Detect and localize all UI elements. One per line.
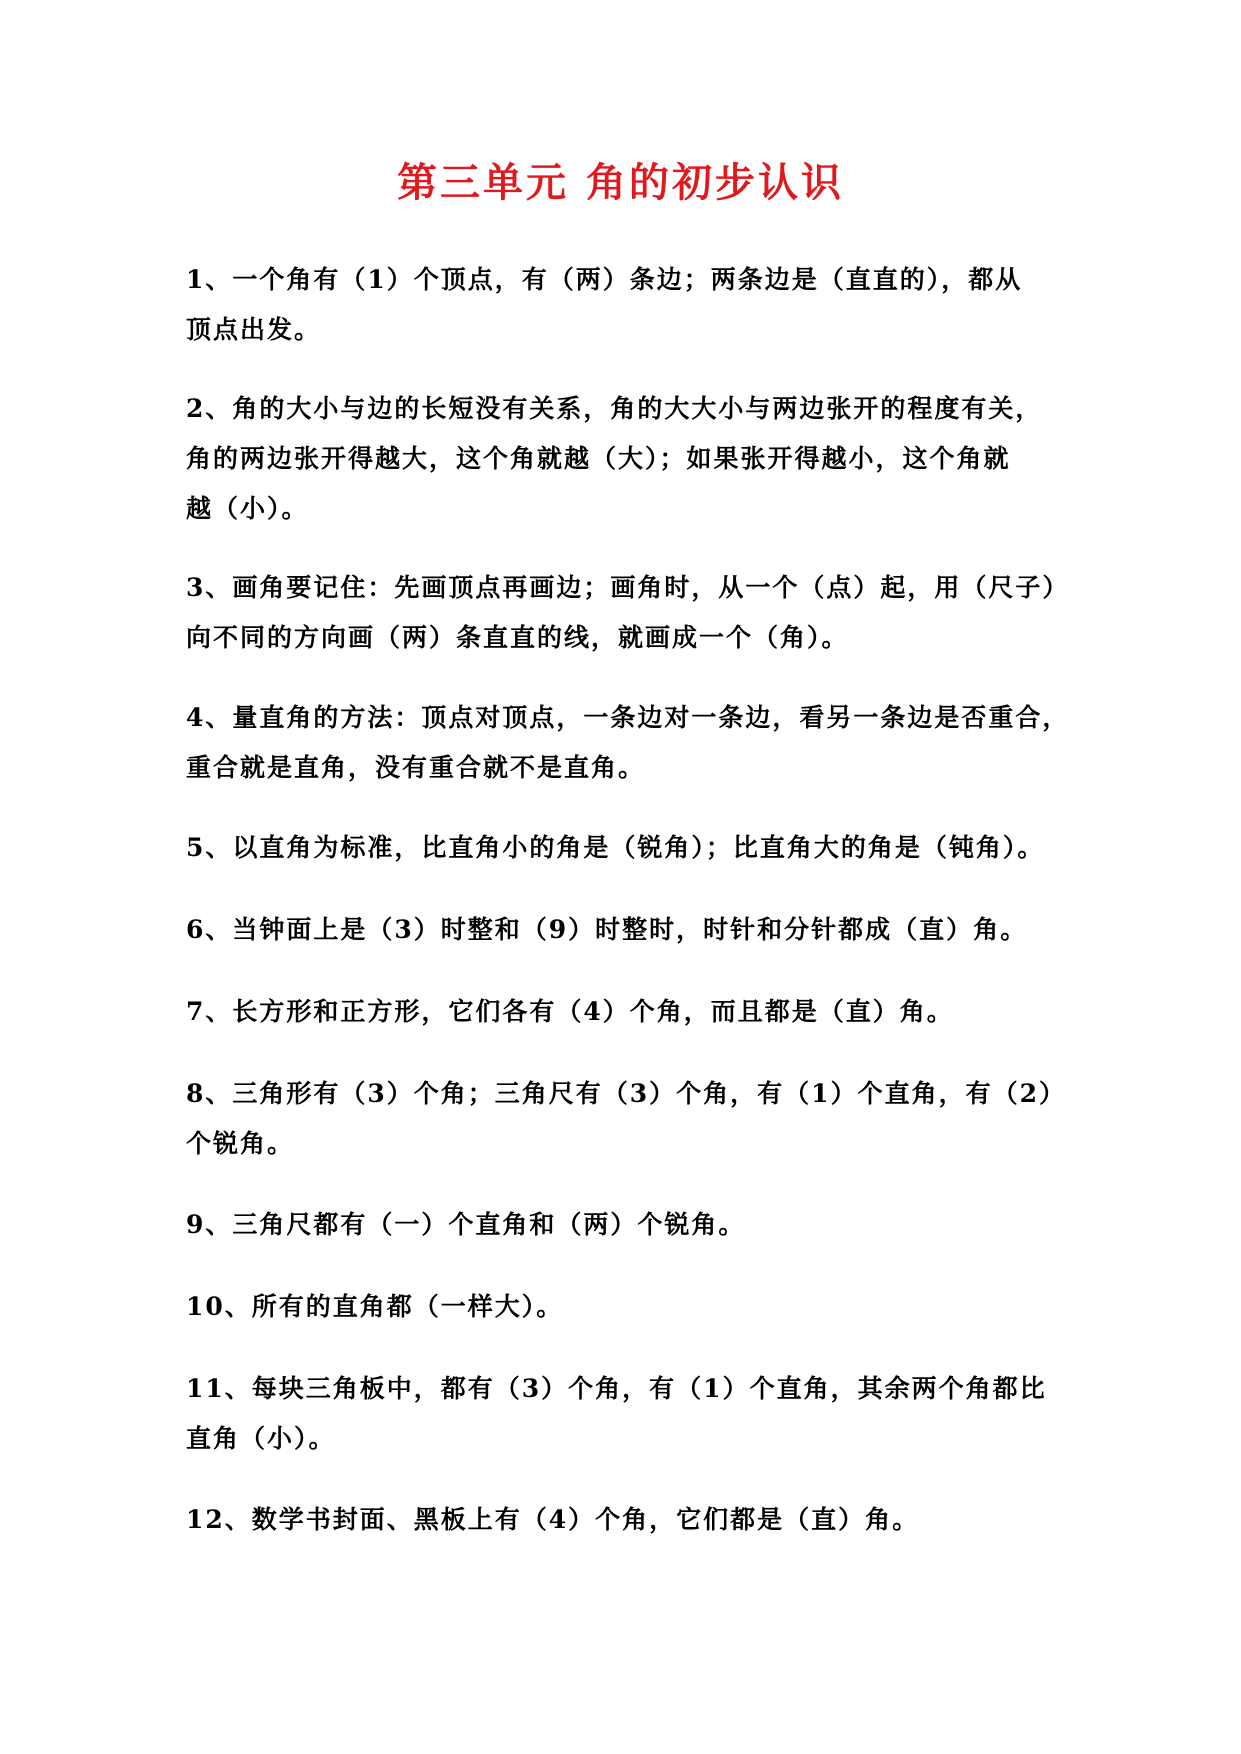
item-line: 向不同的方向画（两）条直直的线，就画成一个（角）。 bbox=[186, 623, 849, 652]
list-item-7 bbox=[186, 987, 1086, 1037]
item-line: 角的两边张开得越大，这个角就越（大）；如果张开得越小，这个角就 bbox=[186, 444, 1011, 473]
item-line: 越（小）。 bbox=[186, 494, 309, 523]
list-item-3 bbox=[186, 563, 1086, 663]
item-line: 10、所有的直角都（一样大）。 bbox=[186, 1292, 564, 1321]
page-title: 第三单元 角的初步认识 bbox=[397, 159, 844, 206]
item-line: 11、每块三角板中，都有（3）个角，有（1）个直角，其余两个角都比 bbox=[186, 1374, 1047, 1403]
list-item-5 bbox=[186, 823, 1086, 873]
list-item-9 bbox=[186, 1200, 1086, 1250]
item-line: 重合就是直角，没有重合就不是直角。 bbox=[186, 753, 646, 782]
item-line: 12、数学书封面、黑板上有（4）个角，它们都是（直）角。 bbox=[186, 1505, 920, 1534]
item-line: 8、三角形有（3）个角；三角尺有（3）个角，有（1）个直角，有（2） bbox=[186, 1079, 1066, 1108]
item-line: 个锐角。 bbox=[186, 1129, 295, 1158]
list-item-4 bbox=[186, 693, 1086, 793]
list-item-1 bbox=[186, 255, 1086, 355]
item-line: 1、一个角有（1）个顶点，有（两）条边；两条边是（直直的），都从 bbox=[186, 265, 1023, 294]
list-item-11 bbox=[186, 1364, 1086, 1464]
item-line: 4、量直角的方法：顶点对顶点，一条边对一条边，看另一条边是否重合， bbox=[186, 703, 1070, 732]
item-line: 9、三角尺都有（一）个直角和（两）个锐角。 bbox=[186, 1210, 746, 1239]
item-line: 6、当钟面上是（3）时整和（9）时整时，时针和分针都成（直）角。 bbox=[186, 915, 1028, 944]
list-item-2 bbox=[186, 384, 1086, 534]
item-line: 顶点出发。 bbox=[186, 315, 322, 344]
list-item-6 bbox=[186, 905, 1086, 955]
item-line: 直角（小）。 bbox=[186, 1424, 336, 1453]
list-item-8 bbox=[186, 1069, 1086, 1169]
list-item-10 bbox=[186, 1282, 1086, 1332]
item-line: 7、长方形和正方形，它们各有（4）个角，而且都是（直）角。 bbox=[186, 997, 954, 1026]
item-line: 2、角的大小与边的长短没有关系，角的大大小与两边张开的程度有关， bbox=[186, 394, 1043, 423]
item-line: 5、以直角为标准，比直角小的角是（锐角）；比直角大的角是（钝角）。 bbox=[186, 833, 1045, 862]
item-line: 3、画角要记住：先画顶点再画边；画角时，从一个（点）起，用（尺子） bbox=[186, 573, 1070, 602]
list-item-12 bbox=[186, 1495, 1086, 1545]
